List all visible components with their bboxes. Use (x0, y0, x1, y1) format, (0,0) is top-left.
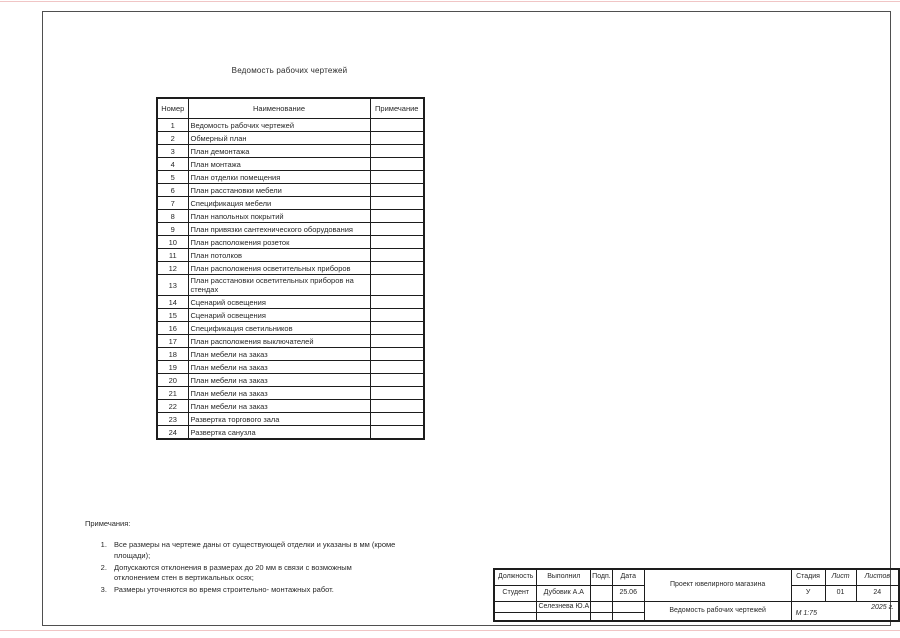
register-col-number: Номер (157, 98, 188, 119)
row-num: 18 (157, 348, 188, 361)
row-note (370, 387, 424, 400)
table-row (157, 249, 424, 262)
table-row (157, 387, 424, 400)
row-note (370, 158, 424, 171)
row-note (370, 249, 424, 262)
stamp-year: 2025 г. (871, 603, 894, 611)
row-note (370, 184, 424, 197)
row-name: План мебели на заказ (188, 374, 370, 387)
stamp-sign-2 (591, 601, 613, 612)
row-num: 12 (157, 262, 188, 275)
row-num: 20 (157, 374, 188, 387)
notes-block (85, 519, 397, 597)
stamp-date-value: 25.06 (612, 585, 644, 601)
canvas-edge-top (0, 1, 900, 2)
title-block (493, 568, 900, 622)
row-note (370, 210, 424, 223)
notes-title: Примечания: (85, 519, 131, 528)
stamp-col-sign: Подп. (591, 569, 613, 585)
stamp-performer-3 (537, 612, 591, 621)
row-name: Спецификация светильников (188, 322, 370, 335)
row-note (370, 223, 424, 236)
row-num: 7 (157, 197, 188, 210)
stamp-sign-3 (591, 612, 613, 621)
row-num: 9 (157, 223, 188, 236)
row-num: 19 (157, 361, 188, 374)
row-name: Развертка торгового зала (188, 413, 370, 426)
row-num: 15 (157, 309, 188, 322)
table-row (157, 184, 424, 197)
stamp-col-sheets: Листов (856, 569, 899, 585)
row-name: Спецификация мебели (188, 197, 370, 210)
table-row (157, 223, 424, 236)
stamp-position-value: Студент (494, 585, 537, 601)
row-note (370, 262, 424, 275)
row-name: Развертка санузла (188, 426, 370, 440)
row-num: 22 (157, 400, 188, 413)
page-title: Ведомость рабочих чертежей (231, 66, 348, 75)
stamp-performer-2: Селезнева Ю.А (537, 601, 591, 612)
table-row (157, 426, 424, 440)
stamp-col-stage: Стадия (791, 569, 825, 585)
row-num: 1 (157, 119, 188, 132)
register-header-row (157, 98, 424, 119)
row-num: 21 (157, 387, 188, 400)
table-row (157, 322, 424, 335)
row-name: План расположения выключателей (188, 335, 370, 348)
row-name: План мебели на заказ (188, 400, 370, 413)
row-note (370, 374, 424, 387)
row-name: План мебели на заказ (188, 387, 370, 400)
row-name: План мебели на заказ (188, 361, 370, 374)
row-num: 11 (157, 249, 188, 262)
register-col-note: Примечание (370, 98, 424, 119)
drawing-register-table (156, 97, 425, 440)
row-note (370, 171, 424, 184)
row-note (370, 119, 424, 132)
note-item: 1. Все размеры на чертеже даны от существующей отделки и указаны в мм (кроме площади); (109, 540, 397, 561)
table-row (157, 236, 424, 249)
table-row (157, 413, 424, 426)
table-row (157, 296, 424, 309)
table-row (157, 374, 424, 387)
row-num: 4 (157, 158, 188, 171)
row-num: 24 (157, 426, 188, 440)
row-name: План потолков (188, 249, 370, 262)
notes-list (85, 540, 397, 596)
row-name: План расстановки осветительных приборов на стендах (188, 275, 370, 296)
table-row (157, 400, 424, 413)
stamp-col-performed: Выполнил (537, 569, 591, 585)
row-name: План расположения розеток (188, 236, 370, 249)
row-note (370, 413, 424, 426)
stamp-position-3 (494, 612, 537, 621)
stamp-position-2 (494, 601, 537, 612)
table-row (157, 210, 424, 223)
row-note (370, 145, 424, 158)
row-num: 2 (157, 132, 188, 145)
row-num: 5 (157, 171, 188, 184)
stamp-col-position: Должность (494, 569, 537, 585)
row-note (370, 322, 424, 335)
row-num: 23 (157, 413, 188, 426)
stamp-project-name: Проект ювелирного магазина (644, 569, 791, 601)
row-name: Сценарий освещения (188, 309, 370, 322)
row-note (370, 236, 424, 249)
row-name: План напольных покрытий (188, 210, 370, 223)
row-name: Обмерный план (188, 132, 370, 145)
table-row (157, 309, 424, 322)
stamp-date-3 (612, 612, 644, 621)
stamp-sign-1 (591, 585, 613, 601)
row-num: 17 (157, 335, 188, 348)
row-name: План расположения осветительных приборов (188, 262, 370, 275)
title-block-table (493, 568, 900, 622)
row-num: 8 (157, 210, 188, 223)
row-note (370, 426, 424, 440)
row-note (370, 348, 424, 361)
stamp-col-sheet: Лист (825, 569, 856, 585)
row-num: 14 (157, 296, 188, 309)
row-num: 6 (157, 184, 188, 197)
row-note (370, 400, 424, 413)
row-num: 16 (157, 322, 188, 335)
row-note (370, 275, 424, 296)
table-row (157, 197, 424, 210)
stamp-sheet-value: 01 (825, 585, 856, 601)
row-note (370, 296, 424, 309)
row-note (370, 309, 424, 322)
row-name: План демонтажа (188, 145, 370, 158)
stamp-col-date: Дата (612, 569, 644, 585)
note-item: 2. Допускаются отклонения в размерах до 20 мм в связи с возможным отклонением стен в вертикальных осях; (109, 563, 397, 584)
stamp-scale: М 1:75 (795, 610, 817, 617)
register-col-name: Наименование (188, 98, 370, 119)
stamp-sheets-value: 24 (856, 585, 899, 601)
stamp-stage-value: У (791, 585, 825, 601)
table-row (157, 171, 424, 184)
row-name: План монтажа (188, 158, 370, 171)
table-row (157, 335, 424, 348)
stamp-year-scale-cell (791, 601, 899, 621)
table-row (157, 348, 424, 361)
row-num: 3 (157, 145, 188, 158)
canvas-edge-bottom (0, 630, 900, 631)
stamp-sheet-title: Ведомость рабочих чертежей (644, 601, 791, 621)
drawing-register (156, 97, 425, 440)
row-note (370, 335, 424, 348)
row-name: План расстановки мебели (188, 184, 370, 197)
note-item: 3. Размеры уточняются во время строительно- монтажных работ. (109, 585, 397, 596)
row-name: Сценарий освещения (188, 296, 370, 309)
row-note (370, 361, 424, 374)
row-num: 13 (157, 275, 188, 296)
row-name: План привязки сантехнического оборудования (188, 223, 370, 236)
table-row (157, 132, 424, 145)
row-name: Ведомость рабочих чертежей (188, 119, 370, 132)
stamp-date-2 (612, 601, 644, 612)
register-table-body (157, 119, 424, 440)
stamp-performer-1: Дубовик А.А (537, 585, 591, 601)
table-row (157, 361, 424, 374)
table-row (157, 145, 424, 158)
stamp-header-row (494, 569, 899, 585)
row-name: План мебели на заказ (188, 348, 370, 361)
row-note (370, 132, 424, 145)
table-row (157, 119, 424, 132)
table-row (157, 262, 424, 275)
row-note (370, 197, 424, 210)
table-row (157, 275, 424, 296)
stamp-row-3 (494, 601, 899, 612)
row-name: План отделки помещения (188, 171, 370, 184)
table-row (157, 158, 424, 171)
row-num: 10 (157, 236, 188, 249)
